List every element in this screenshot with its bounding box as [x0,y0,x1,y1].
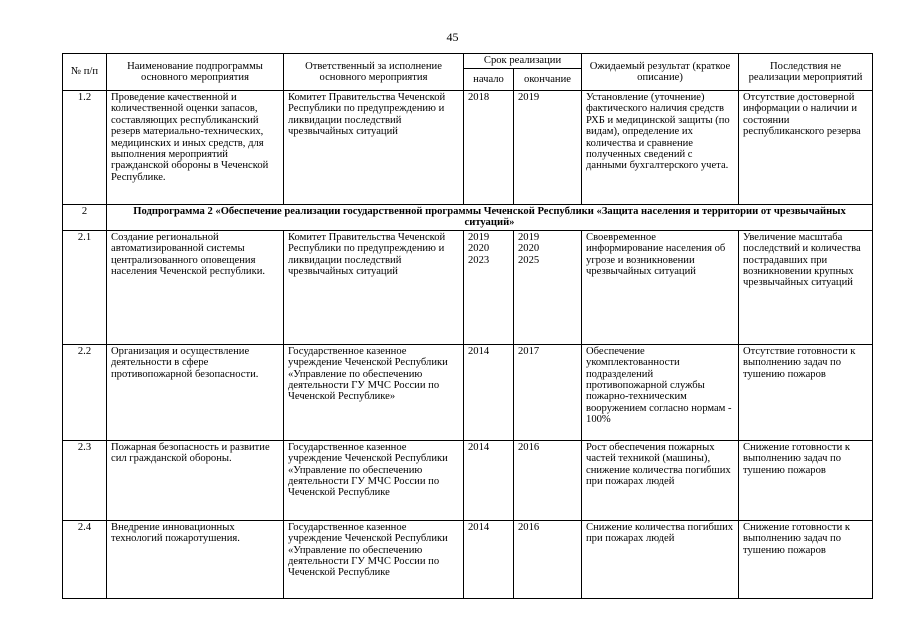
table-row [63,440,873,520]
row-responsible: Комитет Правительства Чеченской Республики по предупреждению и ликвидации последствий чрезвычайных ситуаций [284,91,464,205]
row-num: 2.3 [63,440,107,520]
row-name: Проведение качественной и количественной оценки запасов, составляющих республиканский резерв материально-технических, медицинских и иных средств, для выполнения мероприятий гражданской обороны в Чеченской Республике. [107,91,284,205]
table-row [63,520,873,598]
row-num: 2.4 [63,520,107,598]
subprogram-title: Подпрограмма 2 «Обеспечение реализации государственной программы Чеченской Республики «Защита населения и территории от чрезвычайных ситуаций» [107,205,873,231]
row-responsible: Государственное казенное учреждение Чеченской Республики «Управление по обеспечению деятельности ГУ МЧС России по Чеченской Республике [284,520,464,598]
header-responsible: Ответственный за исполнение основного мероприятия [284,54,464,91]
row-consequences: Снижение готовности к выполнению задач по тушению пожаров [739,440,873,520]
row-end: 2016 [514,440,582,520]
row-consequences: Отсутствие готовности к выполнению задач по тушению пожаров [739,344,873,440]
row-expected: Снижение количества погибших при пожарах людей [582,520,739,598]
row-start: 2018 [464,91,514,205]
row-start: 2014 [464,520,514,598]
row-num: 2.1 [63,230,107,344]
subprogram-row [63,205,873,231]
table-row [63,91,873,205]
header-num: № п/п [63,54,107,91]
row-name: Создание региональной автоматизированной системы централизованного оповещения населения Чеченской республики. [107,230,284,344]
row-name: Организация и осуществление деятельности в сфере противопожарной безопасности. [107,344,284,440]
header-start: начало [464,69,514,91]
row-name: Внедрение инновационных технологий пожаротушения. [107,520,284,598]
header-consequences: Последствия не реализации мероприятий [739,54,873,91]
row-end: 2019 2020 2025 [514,230,582,344]
header-end: окончание [514,69,582,91]
table-row [63,230,873,344]
row-expected: Рост обеспечения пожарных частей техникой (машины), снижение количества погибших при пожарах людей [582,440,739,520]
row-consequences: Отсутствие достоверной информации о наличии и состоянии республиканского резерва [739,91,873,205]
row-num: 2.2 [63,344,107,440]
row-expected: Установление (уточнение) фактического наличия средств РХБ и медицинской защиты (по видам), определение их количества и сравнение полученных сведений с данными бухгалтерского учета. [582,91,739,205]
table-row [63,344,873,440]
subprogram-num: 2 [63,205,107,231]
page-number: 45 [446,30,459,44]
measures-table [62,53,873,599]
row-responsible: Государственное казенное учреждение Чеченской Республики «Управление по обеспечению деятельности ГУ МЧС России по Чеченской Республике [284,440,464,520]
row-start: 2014 [464,440,514,520]
row-end: 2019 [514,91,582,205]
row-consequences: Увеличение масштаба последствий и количества пострадавших при возникновении крупных чрезвычайных ситуаций [739,230,873,344]
row-expected: Обеспечение укомплектованности подразделений противопожарной службы пожарно-техническим вооружением согласно нормам - 100% [582,344,739,440]
header-period: Срок реализации [464,54,582,69]
row-consequences: Снижение готовности к выполнению задач по тушению пожаров [739,520,873,598]
row-start: 2019 2020 2023 [464,230,514,344]
row-expected: Своевременное информирование населения об угрозе и возникновении чрезвычайных ситуаций [582,230,739,344]
row-name: Пожарная безопасность и развитие сил гражданской обороны. [107,440,284,520]
row-num: 1.2 [63,91,107,205]
row-end: 2016 [514,520,582,598]
header-name: Наименование подпрограммы основного мероприятия [107,54,284,91]
row-responsible: Комитет Правительства Чеченской Республики по предупреждению и ликвидации последствий чрезвычайных ситуаций [284,230,464,344]
header-expected: Ожидаемый результат (краткое описание) [582,54,739,91]
row-end: 2017 [514,344,582,440]
row-start: 2014 [464,344,514,440]
row-responsible: Государственное казенное учреждение Чеченской Республики «Управление по обеспечению деятельности ГУ МЧС России по Чеченской Республике» [284,344,464,440]
